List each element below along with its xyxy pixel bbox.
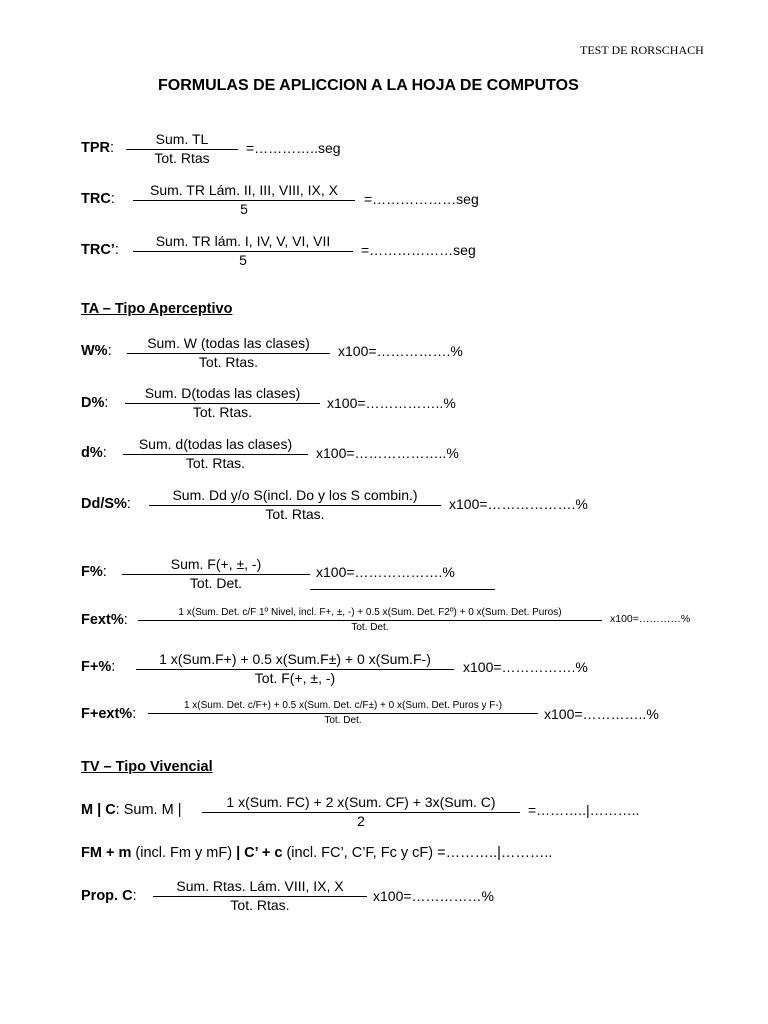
propc-denominator: Tot. Rtas. [230,897,290,913]
trc-prime-numerator: Sum. TR lám. I, IV, V, VI, VII [133,233,353,252]
f-fraction [122,556,310,592]
f-denominator: Tot. Det. [189,575,243,591]
tpr-numerator: Sum. TL [126,131,238,150]
fplus-result: x100=…………….% [463,659,588,675]
small-d-fraction [123,436,308,472]
d-denominator: Tot. Rtas. [192,404,253,420]
f-numerator: Sum. F(+, ±, -) [122,556,310,575]
fplus-denominator: Tot. F(+, ±, -) [254,670,336,686]
dds-denominator: Tot. Rtas. [265,506,325,522]
document-header: TEST DE RORSCHACH [580,43,704,57]
dds-numerator: Sum. Dd y/o S(incl. Do y los S combin.) [149,487,441,506]
fext-result: x100=…………% [610,613,691,625]
fext-fraction [138,606,602,634]
fplusext-denominator: Tot. Det. [324,715,362,726]
propc-fraction [153,878,367,914]
fplus-numerator: 1 x(Sum.F+) + 0.5 x(Sum.F±) + 0 x(Sum.F-) [136,651,454,670]
f-result-underline [310,589,495,590]
w-percent-label: W%: [81,343,112,359]
fplusext-percent-label: F+ext%: [81,706,137,722]
mc-result: =………..|……….. [528,802,640,818]
small-d-percent-label: d%: [81,445,107,461]
trc-prime-result: =………………seg [361,242,476,258]
dds-percent-label: Dd/S%: [81,496,131,512]
tpr-result: =…………..seg [246,140,341,156]
mc-numerator: 1 x(Sum. FC) + 2 x(Sum. CF) + 3x(Sum. C) [202,794,520,813]
w-result: x100=…………….% [338,343,463,359]
tpr-label: TPR: [81,140,115,156]
section-title-ta: TA – Tipo Aperceptivo [81,301,233,317]
propc-result: x100=……………% [373,888,494,904]
small-d-numerator: Sum. d(todas las clases) [123,436,308,455]
trc-fraction [133,182,355,218]
fext-denominator: Tot. Det. [351,622,389,633]
page-title: FORMULAS DE APLICCION A LA HOJA DE COMPUTOS [158,77,579,94]
d-percent-label: D%: [81,395,109,411]
f-result: x100=……………….% [316,564,455,580]
fm-line: FM + m (incl. Fm y mF) | C’ + c (incl. FC’, C’F, Fc y cF) =………..|……….. [81,845,553,861]
trc-result: =………………seg [364,191,479,207]
fext-percent-label: Fext%: [81,612,128,628]
w-numerator: Sum. W (todas las clases) [127,335,330,354]
fplus-fraction [136,651,454,687]
trc-prime-fraction [133,233,353,269]
dds-fraction [149,487,441,523]
trc-prime-label: TRC’: [81,242,119,258]
w-fraction [127,335,330,371]
fplus-percent-label: F+%: [81,659,116,675]
fplusext-result: x100=…………..% [544,706,659,722]
fext-numerator: 1 x(Sum. Det. c/F 1º Nivel, incl. F+, ±, -) + 0.5 x(Sum. Det. F2º) + 0 x(Sum. Det. Puros) [138,606,602,621]
propc-numerator: Sum. Rtas. Lám. VIII, IX, X [153,878,367,897]
d-numerator: Sum. D(todas las clases) [125,385,320,404]
small-d-result: x100=………………..% [316,445,459,461]
trc-numerator: Sum. TR Lám. II, III, VIII, IX, X [133,182,355,201]
small-d-denominator: Tot. Rtas. [185,455,246,471]
trc-prime-denominator: 5 [239,252,247,268]
dds-result: x100=……………….% [449,496,588,512]
d-result: x100=……………..% [327,395,456,411]
mc-label: M | C: Sum. M | [81,802,182,818]
fplusext-numerator: 1 x(Sum. Det. c/F+) + 0.5 x(Sum. Det. c/F±) + 0 x(Sum. Det. Puros y F-) [148,699,538,714]
trc-label: TRC: [81,191,115,207]
mc-fraction [202,794,520,830]
f-percent-label: F%: [81,564,107,580]
trc-denominator: 5 [240,201,248,217]
tpr-fraction [126,131,238,167]
mc-denominator: 2 [357,813,365,829]
fplusext-fraction [148,699,538,727]
w-denominator: Tot. Rtas. [198,354,259,370]
section-title-tv: TV – Tipo Vivencial [81,759,213,775]
propc-label: Prop. C: [81,888,137,904]
tpr-denominator: Tot. Rtas [154,150,210,166]
d-fraction [125,385,320,421]
